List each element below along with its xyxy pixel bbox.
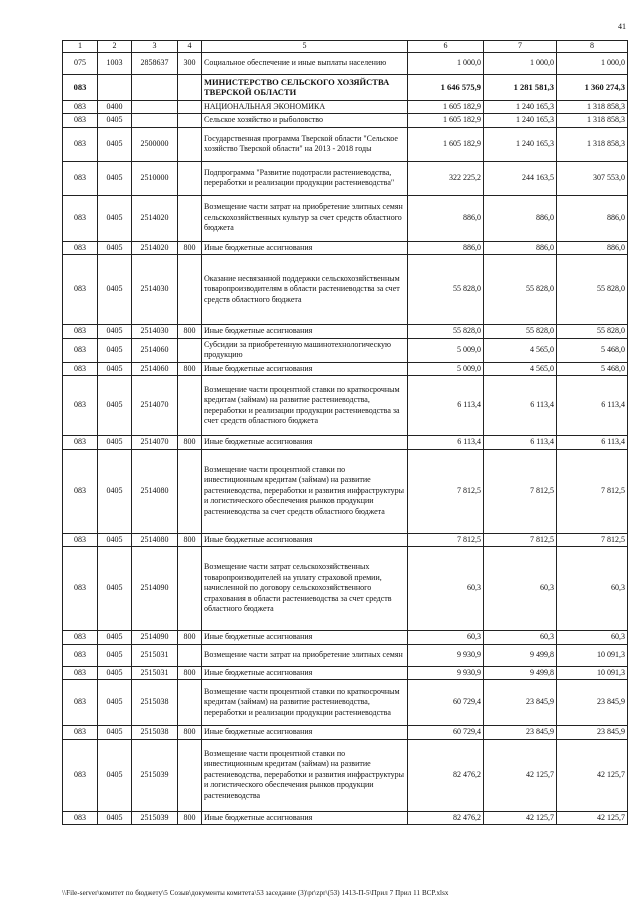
ministry-code-cell: 083 <box>63 449 98 533</box>
amount-col-8-cell: 307 553,0 <box>557 161 628 195</box>
footer-file-path: \\File-server\комитет по бюджету\5 Созыв\документы комитета\53 заседание (3)\pr\zpr\(53) 1413-П-5\Прил 7 Прил 11 ВСР.xlsx <box>62 889 449 897</box>
target-article-cell: 2514060 <box>132 338 178 362</box>
amount-col-6-cell: 82 476,2 <box>408 739 484 811</box>
description-cell: Оказание несвязанной поддержки сельскохозяйственным товаропроизводителям в области растениеводства за счет средств областного бюджета <box>202 255 408 325</box>
description-cell: Сельское хозяйство и рыболовство <box>202 114 408 128</box>
expense-type-cell: 300 <box>178 52 202 74</box>
amount-col-7-cell: 7 812,5 <box>484 533 557 547</box>
amount-col-7-cell: 244 163,5 <box>484 161 557 195</box>
amount-col-8-cell: 7 812,5 <box>557 533 628 547</box>
ministry-code-cell: 075 <box>63 52 98 74</box>
ministry-code-cell: 083 <box>63 631 98 645</box>
expense-type-cell: 800 <box>178 726 202 740</box>
ministry-code-cell: 083 <box>63 739 98 811</box>
table-row <box>63 547 628 631</box>
target-article-cell: 2514090 <box>132 631 178 645</box>
description-cell: НАЦИОНАЛЬНАЯ ЭКОНОМИКА <box>202 100 408 114</box>
expense-type-cell <box>178 127 202 161</box>
amount-col-6-cell: 1 605 182,9 <box>408 100 484 114</box>
amount-col-7-cell: 60,3 <box>484 631 557 645</box>
table-row <box>63 362 628 376</box>
target-article-cell <box>132 100 178 114</box>
section-code-cell: 0405 <box>98 449 132 533</box>
target-article-cell: 2514020 <box>132 195 178 241</box>
table-row <box>63 739 628 811</box>
amount-col-8-cell: 1 318 858,3 <box>557 114 628 128</box>
amount-col-6-cell: 6 113,4 <box>408 436 484 450</box>
amount-col-8-cell: 5 468,0 <box>557 338 628 362</box>
amount-col-8-cell: 6 113,4 <box>557 436 628 450</box>
amount-col-7-cell: 9 499,8 <box>484 666 557 680</box>
ministry-code-cell: 083 <box>63 726 98 740</box>
table-row <box>63 100 628 114</box>
target-article-cell: 2515031 <box>132 644 178 666</box>
amount-col-7-cell: 9 499,8 <box>484 644 557 666</box>
amount-col-6-cell: 5 009,0 <box>408 362 484 376</box>
table-row <box>63 644 628 666</box>
description-cell: Иные бюджетные ассигнования <box>202 666 408 680</box>
amount-col-8-cell: 886,0 <box>557 195 628 241</box>
expense-type-cell <box>178 74 202 100</box>
amount-col-6-cell: 7 812,5 <box>408 449 484 533</box>
amount-col-8-cell: 60,3 <box>557 631 628 645</box>
amount-col-8-cell: 6 113,4 <box>557 376 628 436</box>
description-cell: Иные бюджетные ассигнования <box>202 811 408 825</box>
table-row <box>63 127 628 161</box>
table-row <box>63 811 628 825</box>
section-code-cell: 0405 <box>98 325 132 339</box>
amount-col-7-cell: 6 113,4 <box>484 376 557 436</box>
amount-col-7-cell: 55 828,0 <box>484 255 557 325</box>
expense-type-cell <box>178 680 202 726</box>
amount-col-8-cell: 1 318 858,3 <box>557 100 628 114</box>
description-cell: Подпрограмма "Развитие подотрасли растениеводства, переработки и реализации продукции растениеводства" <box>202 161 408 195</box>
amount-col-6-cell: 1 000,0 <box>408 52 484 74</box>
amount-col-6-cell: 6 113,4 <box>408 376 484 436</box>
amount-col-7-cell: 23 845,9 <box>484 680 557 726</box>
section-code-cell: 0405 <box>98 631 132 645</box>
header-col-6: 6 <box>408 41 484 53</box>
description-cell: Возмещение части затрат сельскохозяйственных товаропроизводителей на уплату страховой премии, начисленной по договору сельскохозяйственного страхования в области растениеводства за счет средств областного бюджета <box>202 547 408 631</box>
amount-col-6-cell: 1 646 575,9 <box>408 74 484 100</box>
table-row <box>63 726 628 740</box>
section-code-cell: 0405 <box>98 666 132 680</box>
ministry-code-cell: 083 <box>63 362 98 376</box>
ministry-code-cell: 083 <box>63 114 98 128</box>
amount-col-6-cell: 7 812,5 <box>408 533 484 547</box>
amount-col-7-cell: 1 240 165,3 <box>484 114 557 128</box>
amount-col-7-cell: 886,0 <box>484 195 557 241</box>
ministry-code-cell: 083 <box>63 338 98 362</box>
expense-type-cell <box>178 100 202 114</box>
amount-col-6-cell: 60 729,4 <box>408 726 484 740</box>
amount-col-8-cell: 10 091,3 <box>557 644 628 666</box>
amount-col-6-cell: 60,3 <box>408 631 484 645</box>
ministry-code-cell: 083 <box>63 100 98 114</box>
budget-table <box>62 40 628 825</box>
target-article-cell: 2514030 <box>132 325 178 339</box>
amount-col-7-cell: 886,0 <box>484 241 557 255</box>
header-col-3: 3 <box>132 41 178 53</box>
table-row <box>63 195 628 241</box>
section-code-cell: 0405 <box>98 362 132 376</box>
section-code-cell: 0405 <box>98 811 132 825</box>
amount-col-7-cell: 1 240 165,3 <box>484 100 557 114</box>
section-code-cell: 0405 <box>98 114 132 128</box>
section-code-cell: 1003 <box>98 52 132 74</box>
ministry-code-cell: 083 <box>63 127 98 161</box>
table-row <box>63 449 628 533</box>
amount-col-6-cell: 55 828,0 <box>408 325 484 339</box>
description-cell: Возмещение части процентной ставки по краткосрочным кредитам (займам) на развитие растениеводства, переработки и реализации продукции растениеводства <box>202 680 408 726</box>
amount-col-8-cell: 1 318 858,3 <box>557 127 628 161</box>
expense-type-cell <box>178 338 202 362</box>
target-article-cell: 2515038 <box>132 726 178 740</box>
amount-col-6-cell: 82 476,2 <box>408 811 484 825</box>
amount-col-6-cell: 60,3 <box>408 547 484 631</box>
table-row <box>63 255 628 325</box>
table-row <box>63 376 628 436</box>
amount-col-8-cell: 55 828,0 <box>557 255 628 325</box>
description-cell: Возмещение части затрат на приобретение элитных семян сельскохозяйственных культур за счет средств областного бюджета <box>202 195 408 241</box>
ministry-code-cell: 083 <box>63 161 98 195</box>
header-col-2: 2 <box>98 41 132 53</box>
section-code-cell: 0405 <box>98 739 132 811</box>
expense-type-cell: 800 <box>178 241 202 255</box>
expense-type-cell <box>178 644 202 666</box>
expense-type-cell: 800 <box>178 533 202 547</box>
amount-col-6-cell: 1 605 182,9 <box>408 127 484 161</box>
amount-col-7-cell: 1 000,0 <box>484 52 557 74</box>
expense-type-cell <box>178 449 202 533</box>
header-col-1: 1 <box>63 41 98 53</box>
expense-type-cell <box>178 161 202 195</box>
amount-col-7-cell: 4 565,0 <box>484 362 557 376</box>
target-article-cell: 2515039 <box>132 739 178 811</box>
amount-col-7-cell: 7 812,5 <box>484 449 557 533</box>
expense-type-cell: 800 <box>178 325 202 339</box>
amount-col-7-cell: 42 125,7 <box>484 739 557 811</box>
description-cell: Иные бюджетные ассигнования <box>202 325 408 339</box>
table-header-row <box>63 41 628 53</box>
expense-type-cell: 800 <box>178 436 202 450</box>
table-row <box>63 325 628 339</box>
table-body <box>63 52 628 825</box>
amount-col-6-cell: 9 930,9 <box>408 644 484 666</box>
table-row <box>63 338 628 362</box>
description-cell: Иные бюджетные ассигнования <box>202 533 408 547</box>
description-cell: Субсидии за приобретенную машинотехнологическую продукцию <box>202 338 408 362</box>
table-row <box>63 114 628 128</box>
ministry-code-cell: 083 <box>63 241 98 255</box>
description-cell: Возмещение части процентной ставки по инвестиционным кредитам (займам) на развитие растениеводства, переработки и развития инфраструктуры и логистического обеспечения рынков продукции растениеводства <box>202 739 408 811</box>
description-cell: Возмещение части затрат на приобретение элитных семян <box>202 644 408 666</box>
section-code-cell: 0405 <box>98 376 132 436</box>
target-article-cell: 2514080 <box>132 533 178 547</box>
description-cell: Иные бюджетные ассигнования <box>202 362 408 376</box>
section-code-cell: 0405 <box>98 680 132 726</box>
description-cell: Иные бюджетные ассигнования <box>202 631 408 645</box>
expense-type-cell: 800 <box>178 631 202 645</box>
ministry-code-cell: 083 <box>63 533 98 547</box>
section-code-cell: 0405 <box>98 195 132 241</box>
ministry-code-cell: 083 <box>63 644 98 666</box>
ministry-code-cell: 083 <box>63 74 98 100</box>
expense-type-cell: 800 <box>178 811 202 825</box>
description-cell: Социальное обеспечение и иные выплаты населению <box>202 52 408 74</box>
target-article-cell: 2514080 <box>132 449 178 533</box>
amount-col-7-cell: 60,3 <box>484 547 557 631</box>
target-article-cell: 2515031 <box>132 666 178 680</box>
expense-type-cell <box>178 114 202 128</box>
target-article-cell: 2514070 <box>132 376 178 436</box>
table-row <box>63 680 628 726</box>
amount-col-6-cell: 55 828,0 <box>408 255 484 325</box>
section-code-cell <box>98 74 132 100</box>
target-article-cell: 2514060 <box>132 362 178 376</box>
amount-col-8-cell: 23 845,9 <box>557 680 628 726</box>
ministry-code-cell: 083 <box>63 325 98 339</box>
amount-col-7-cell: 4 565,0 <box>484 338 557 362</box>
page-number: 41 <box>618 22 626 31</box>
description-cell: Иные бюджетные ассигнования <box>202 726 408 740</box>
amount-col-8-cell: 886,0 <box>557 241 628 255</box>
amount-col-8-cell: 23 845,9 <box>557 726 628 740</box>
section-code-cell: 0405 <box>98 726 132 740</box>
target-article-cell: 2514070 <box>132 436 178 450</box>
target-article-cell: 2514090 <box>132 547 178 631</box>
amount-col-8-cell: 42 125,7 <box>557 739 628 811</box>
expense-type-cell <box>178 255 202 325</box>
ministry-code-cell: 083 <box>63 547 98 631</box>
target-article-cell: 2858637 <box>132 52 178 74</box>
amount-col-6-cell: 1 605 182,9 <box>408 114 484 128</box>
table-row <box>63 52 628 74</box>
amount-col-8-cell: 1 360 274,3 <box>557 74 628 100</box>
ministry-code-cell: 083 <box>63 436 98 450</box>
amount-col-6-cell: 9 930,9 <box>408 666 484 680</box>
ministry-code-cell: 083 <box>63 376 98 436</box>
table-row <box>63 666 628 680</box>
amount-col-8-cell: 55 828,0 <box>557 325 628 339</box>
amount-col-7-cell: 1 240 165,3 <box>484 127 557 161</box>
target-article-cell: 2514030 <box>132 255 178 325</box>
target-article-cell <box>132 114 178 128</box>
header-col-4: 4 <box>178 41 202 53</box>
expense-type-cell: 800 <box>178 362 202 376</box>
section-code-cell: 0405 <box>98 338 132 362</box>
amount-col-6-cell: 5 009,0 <box>408 338 484 362</box>
target-article-cell: 2500000 <box>132 127 178 161</box>
header-col-5: 5 <box>202 41 408 53</box>
amount-col-8-cell: 10 091,3 <box>557 666 628 680</box>
table-row <box>63 436 628 450</box>
amount-col-7-cell: 6 113,4 <box>484 436 557 450</box>
target-article-cell <box>132 74 178 100</box>
amount-col-7-cell: 55 828,0 <box>484 325 557 339</box>
expense-type-cell <box>178 739 202 811</box>
table-row <box>63 631 628 645</box>
description-cell: МИНИСТЕРСТВО СЕЛЬСКОГО ХОЗЯЙСТВА ТВЕРСКОЙ ОБЛАСТИ <box>202 74 408 100</box>
target-article-cell: 2510000 <box>132 161 178 195</box>
ministry-code-cell: 083 <box>63 666 98 680</box>
amount-col-8-cell: 5 468,0 <box>557 362 628 376</box>
section-code-cell: 0400 <box>98 100 132 114</box>
target-article-cell: 2515039 <box>132 811 178 825</box>
header-col-8: 8 <box>557 41 628 53</box>
section-code-cell: 0405 <box>98 644 132 666</box>
amount-col-6-cell: 322 225,2 <box>408 161 484 195</box>
section-code-cell: 0405 <box>98 436 132 450</box>
header-col-7: 7 <box>484 41 557 53</box>
amount-col-7-cell: 1 281 581,3 <box>484 74 557 100</box>
target-article-cell: 2515038 <box>132 680 178 726</box>
section-code-cell: 0405 <box>98 547 132 631</box>
description-cell: Возмещение части процентной ставки по инвестиционным кредитам (займам) на развитие растениеводства, переработки и развития инфраструктуры и логистического обеспечения рынков продукции растениеводства за счет средств областного бюджета <box>202 449 408 533</box>
amount-col-6-cell: 886,0 <box>408 195 484 241</box>
ministry-code-cell: 083 <box>63 195 98 241</box>
table-row <box>63 241 628 255</box>
description-cell: Возмещение части процентной ставки по краткосрочным кредитам (займам) на развитие растениеводства, переработки и реализации продукции растениеводства за счет средств областного бюджета <box>202 376 408 436</box>
description-cell: Иные бюджетные ассигнования <box>202 436 408 450</box>
target-article-cell: 2514020 <box>132 241 178 255</box>
section-code-cell: 0405 <box>98 255 132 325</box>
amount-col-8-cell: 1 000,0 <box>557 52 628 74</box>
table-row <box>63 74 628 100</box>
description-cell: Государственная программа Тверской области "Сельское хозяйство Тверской области" на 2013 - 2018 годы <box>202 127 408 161</box>
ministry-code-cell: 083 <box>63 811 98 825</box>
table-row <box>63 533 628 547</box>
description-cell: Иные бюджетные ассигнования <box>202 241 408 255</box>
ministry-code-cell: 083 <box>63 255 98 325</box>
section-code-cell: 0405 <box>98 241 132 255</box>
expense-type-cell <box>178 376 202 436</box>
amount-col-8-cell: 60,3 <box>557 547 628 631</box>
amount-col-8-cell: 7 812,5 <box>557 449 628 533</box>
expense-type-cell: 800 <box>178 666 202 680</box>
section-code-cell: 0405 <box>98 127 132 161</box>
amount-col-6-cell: 60 729,4 <box>408 680 484 726</box>
amount-col-8-cell: 42 125,7 <box>557 811 628 825</box>
table-row <box>63 161 628 195</box>
expense-type-cell <box>178 195 202 241</box>
amount-col-7-cell: 42 125,7 <box>484 811 557 825</box>
section-code-cell: 0405 <box>98 161 132 195</box>
section-code-cell: 0405 <box>98 533 132 547</box>
ministry-code-cell: 083 <box>63 680 98 726</box>
amount-col-7-cell: 23 845,9 <box>484 726 557 740</box>
amount-col-6-cell: 886,0 <box>408 241 484 255</box>
expense-type-cell <box>178 547 202 631</box>
